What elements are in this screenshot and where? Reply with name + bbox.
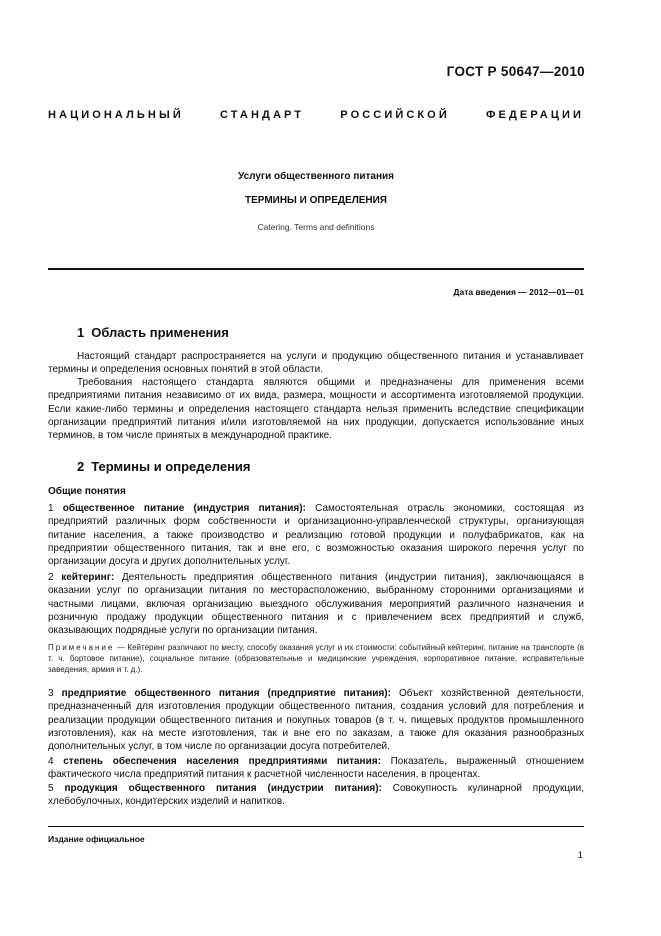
term-name: общественное питание (индустрия питания): xyxy=(62,503,306,514)
document-code: ГОСТ Р 50647—2010 xyxy=(446,64,585,79)
section-title: Термины и определения xyxy=(91,459,251,474)
term-entry xyxy=(48,782,584,809)
note-text: — Кейтеринг различают по месту, способу оказания услуг и их стоимости: событийный кейтеринг, питание на транспорте (в т. ч. бортовое питание), социальное питание (образовательные и медицинские учреждения, корпоративное питание, исправительные заведения, армия и т. д.). xyxy=(48,643,584,675)
note-label: Примечание xyxy=(48,643,115,652)
term-definition: Деятельность предприятия общественного питания (индустрии питания), заключающаяся в оказании услуг по организации питания по месторасположению, выбранному сторонними организациями и частными лицами, включая организацию выездного обслуживания мероприятий различного назначения и розничную продажу продукции общественного питания и с привлечением всех предприятий и служб, оказывающих подрядные услуги по организации питания. xyxy=(48,572,585,637)
term-name: степень обеспечения населения предприятиями питания: xyxy=(63,756,381,767)
term-definition: Самостоятельная отрасль экономики, состоящая из предприятий различных форм собственности и организационно-управленческой структуры, организующая питание населения, а также производство и реализацию готовой продукции и полуфабрикатов, как на предприятии общественного питания, так и вне его, с возможностью оказания широкого перечня услуг по организации досуга и других дополнительных услуг. xyxy=(48,503,585,568)
term-entry xyxy=(48,755,584,782)
term-name: предприятие общественного питания (предприятие питания): xyxy=(61,688,391,699)
section-2-heading xyxy=(77,459,251,474)
national-standard-heading: НАЦИОНАЛЬНЫЙ СТАНДАРТ РОССИЙСКОЙ ФЕДЕРАЦИИ xyxy=(48,109,584,121)
term-number: 4 xyxy=(48,756,54,767)
term-number: 1 xyxy=(48,503,54,514)
term-definition: Объект хозяйственной деятельности, предназначенный для изготовления продукции общественного питания, создания условий для потребления и реализации продукции общественного питания и покупных товаров (в т. ч. пищевых продуктов промышленного изготовления), как на месте изготовления, так и вне его по заказам, а также для оказания разнообразных дополнительных услуг, в том числе по организации досуга потребителей. xyxy=(48,688,585,753)
official-edition-label: Издание официальное xyxy=(48,834,145,844)
term-name: продукция общественного питания (индустрии питания): xyxy=(64,783,382,794)
term-name: кейтеринг: xyxy=(61,572,115,583)
section-1-paragraph-1: Настоящий стандарт распространяется на услуги и продукцию общественного питания и устанавливает термины и определения основных понятий в этой области. xyxy=(48,351,584,376)
page-number: 1 xyxy=(577,850,583,861)
term-definition: Показатель, выраженный отношением фактического числа предприятий питания к расчетной численности населения, в процентах. xyxy=(48,756,585,781)
term-number: 5 xyxy=(48,783,54,794)
term-entry xyxy=(48,687,584,753)
term-number: 2 xyxy=(48,572,54,583)
note xyxy=(48,642,584,676)
terms-title: ТЕРМИНЫ И ОПРЕДЕЛЕНИЯ xyxy=(245,195,387,206)
intro-date: Дата введения — 2012—01—01 xyxy=(453,287,584,297)
english-title: Catering. Terms and definitions xyxy=(257,222,375,232)
section-1-heading xyxy=(77,325,229,340)
service-title: Услуги общественного питания xyxy=(238,171,394,182)
section-title: Область применения xyxy=(91,325,229,340)
term-definition: Совокупность кулинарной продукции, хлебобулочных, кондитерских изделий и напитков. xyxy=(48,783,585,808)
term-entry xyxy=(48,502,584,568)
divider-thin xyxy=(48,826,584,827)
section-1-paragraph-2: Требования настоящего стандарта являются общими и предназначены для применения всеми предприятиями питания независимо от их вида, размера, мощности и ассортимента изготовляемой продукции. Если какие-либо термины и определения настоящего стандарта нельзя применить вследствие спецификации организации предприятий питания и/или изготовляемой на них продукции, допускается использование иных терминов, в том числе принятых в международной практике. xyxy=(48,377,584,442)
term-number: 3 xyxy=(48,688,54,699)
section-number: 1 xyxy=(77,325,85,340)
term-entry xyxy=(48,571,584,637)
divider-thick xyxy=(48,268,584,270)
subheading-general-concepts: Общие понятия xyxy=(48,486,126,497)
section-number: 2 xyxy=(77,459,85,474)
